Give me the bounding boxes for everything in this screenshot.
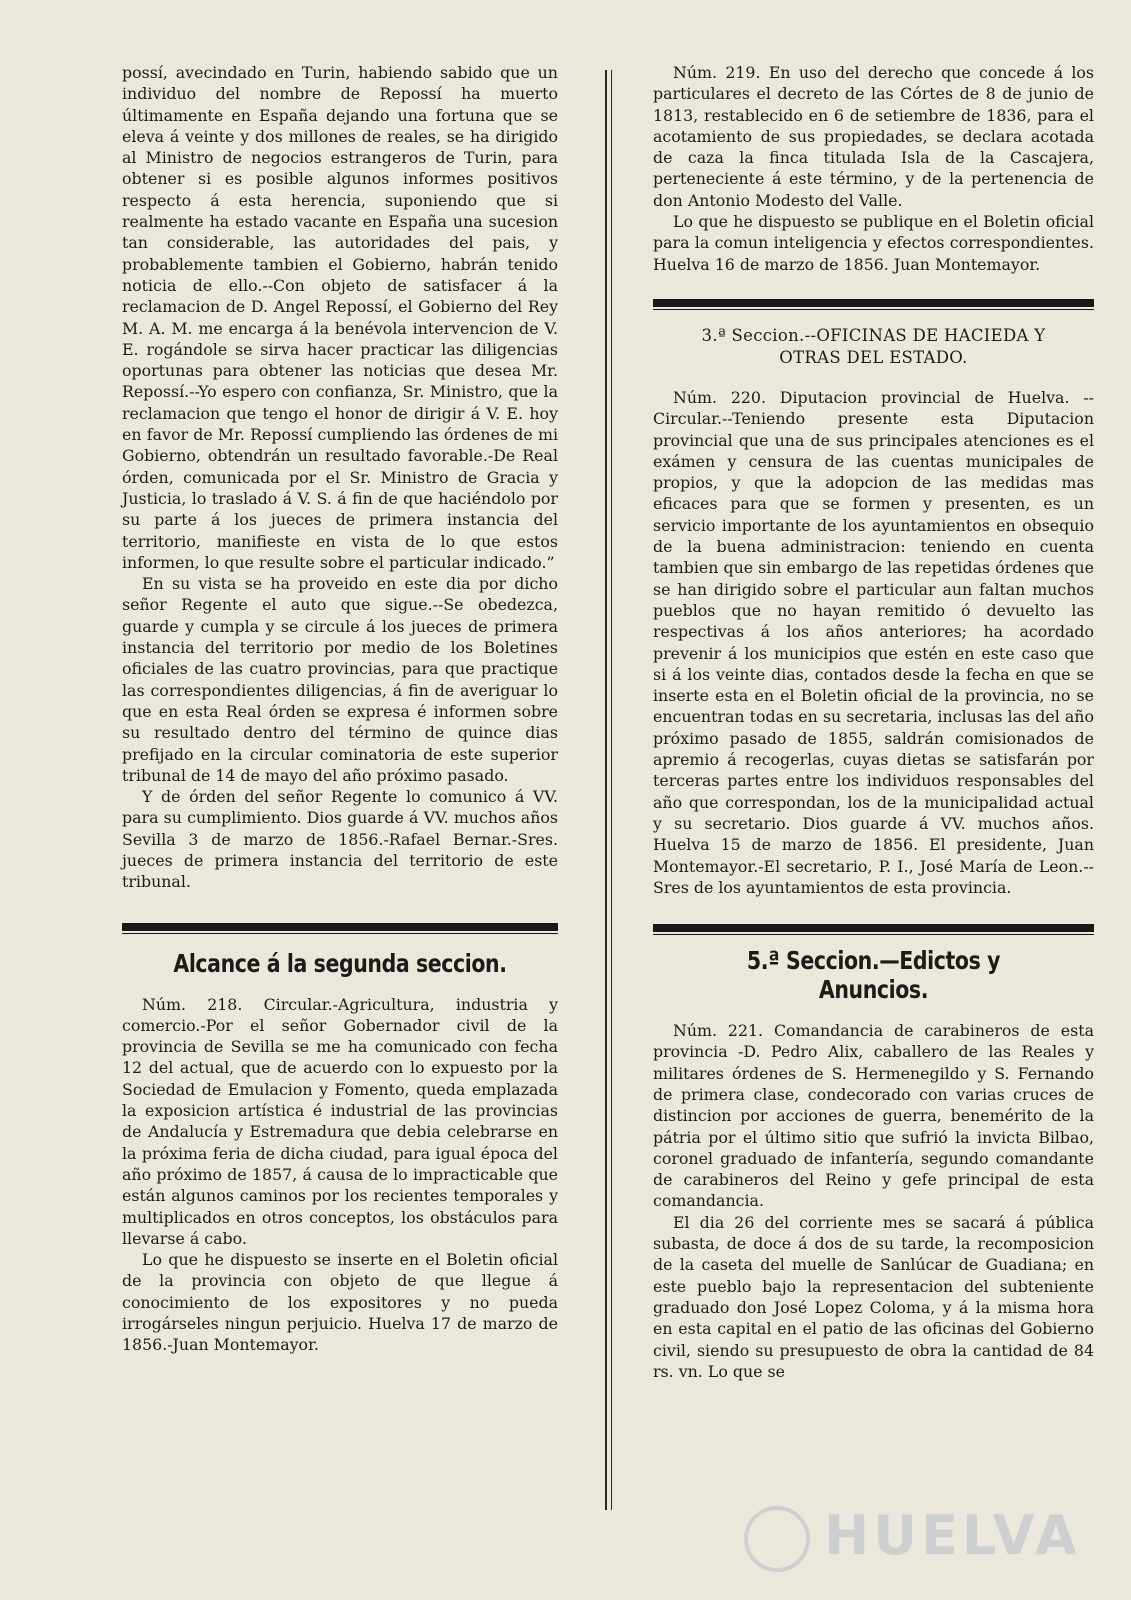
section-heading-alcance: Alcance á la segunda seccion. <box>173 948 507 978</box>
section-divider <box>653 924 1094 932</box>
seal-icon <box>744 1506 810 1572</box>
right-paragraph-3: Núm. 220. Diputacion provincial de Huelva. --Circular.--Teniendo presente esta Diputacion provincial que una de sus principales atenciones es el exámen y censura de las cuentas municipales de propios, y que la adopcion de las medidas mas eficaces para que se formen y presenten, es un servicio importante de los ayuntamientos en obsequio de la buena administracion: teniendo en cuenta tambien que sin embargo de las repetidas órdenes que se han dirigido sobre el particular aun faltan muchos pueblos que no hayan remitido ó devuelto las respectivas á los años anteriores; ha acordado prevenir á los municipios que estén en este caso que si á los veinte dias, contados desde la fecha en que se inserte esta en el Boletin oficial de la provincia, no se encuentran todas en su secretaria, inclusas las del año próximo pasado de 1855, saldrán comisionados de apremio á recogerlas, cuyas dietas se satisfarán por terceras partes entre los individuos responsables del año que correspondan, los de la municipalidad actual y su secretario. Dios guarde á VV. muchos años. Huelva 15 de marzo de 1856. El presidente, Juan Montemayor.-El secretario, P. I., José María de Leon.--Sres de los ayuntamientos de esta provincia. <box>653 387 1094 897</box>
right-paragraph-4: Núm. 221. Comandancia de carabineros de esta provincia -D. Pedro Alix, caballero de las Reales y militares órdenes de S. Hermenegildo y S. Fernando de primera clase, condecorado con varias cruces de distincion por acciones de guerra, benemérito de la pátria por el último sitio que sufrió la invicta Bilbao, coronel graduado de infantería, segundo comandante de carabineros del Reino y gefe principal de esta comandancia. <box>653 1021 1094 1211</box>
watermark <box>744 1500 1081 1570</box>
left-paragraph-3: Y de órden del señor Regente lo comunico á VV. para su cumplimiento. Dios guarde á VV. muchos años Sevilla 3 de marzo de 1856.-Rafael Bernar.-Sres. jueces de primera instancia del territorio de este tribunal. <box>122 787 558 892</box>
section-heading-3: 3.ª Seccion.--OFICINAS DE HACIEDA Y OTRAS DEL ESTADO. <box>701 325 1046 367</box>
watermark-text: HUELVA <box>824 1504 1081 1567</box>
section-divider <box>122 923 558 931</box>
column-divider <box>605 70 607 1510</box>
right-paragraph-2: Lo que he dispuesto se publique en el Boletin oficial para la comun inteligencia y efectos correspondientes. Huelva 16 de marzo de 1856. Juan Montemayor. <box>653 212 1094 274</box>
right-column <box>653 62 1094 1382</box>
right-paragraph-1: Núm. 219. En uso del derecho que concede á los particulares el decreto de las Córtes de 8 de junio de 1813, restablecido en 6 de setiembre de 1836, para el acotamiento de sus propiedades, se declara acotada de caza la finca titulada Isla de la Cascajera, perteneciente á este término, y de la pertenencia de don Antonio Modesto del Valle. <box>653 63 1094 210</box>
right-paragraph-5: El dia 26 del corriente mes se sacará á pública subasta, de doce á dos de su tarde, la recomposicion de la caseta del muelle de Sanlúcar de Guadiana; en este pueblo bajo la representacion del subteniente graduado don José Lopez Coloma, y á la misma hora en esta capital en el patio de las oficinas del Gobierno civil, siendo su presupuesto de obra la cantidad de 84 rs. vn. Lo que se <box>653 1212 1094 1381</box>
left-paragraph-1: possí, avecindado en Turin, habiendo sabido que un individuo del nombre de Repossí ha muerto últimamente en España dejando una fortuna que se eleva á veinte y dos millones de reales, se ha dirigido al Ministro de negocios estrangeros de Turin, para obtener si es posible algunos informes positivos respecto á esta herencia, suponiendo que si realmente ha estado vacante en España una sucesion tan considerable, las autoridades del pais, y probablemente tambien el Gobierno, habrán tenido noticia de ello.--Con objeto de satisfacer á la reclamacion de D. Angel Repossí, el Gobierno del Rey M. A. M. me encarga á la benévola intervencion de V. E. rogándole se sirva hacer practicar las diligencias oportunas para obtener las noticias que desea Mr. Repossí.--Yo espero con confianza, Sr. Ministro, que la reclamacion que tengo el honor de dirigir á V. E. hoy en favor de Mr. Repossí cumpliendo las órdenes de mi Gobierno, obtendrán un resultado favorable.-De Real órden, comunicada por el Sr. Ministro de Gracia y Justicia, lo traslado á V. S. á fin de que haciéndolo por su parte á los jueces de primera instancia del territorio, manifieste en vista de lo que estos informen, lo que resulte sobre el particular indicado.” <box>122 63 558 572</box>
section-heading-5: 5.ª Seccion.—Edictos y Anuncios. <box>746 946 1001 1005</box>
section-divider <box>653 299 1094 307</box>
left-paragraph-4: Núm. 218. Circular.-Agricultura, industria y comercio.-Por el señor Gobernador civil de la provincia de Sevilla se me ha comunicado con fecha 12 del actual, que de acuerdo con lo expuesto por la Sociedad de Emulacion y Fomento, queda emplazada la exposicion artística é industrial de las provincias de Andalucía y Estremadura que debia celebrarse en la próxima feria de dicha ciudad, para igual época del año próximo de 1857, á causa de lo impracticable que están algunos caminos por los recientes temporales y multiplicados en otros conceptos, los obstáculos para llevarse á cabo. <box>122 994 558 1248</box>
column-divider-inner <box>611 70 612 1510</box>
left-paragraph-5: Lo que he dispuesto se inserte en el Boletin oficial de la provincia con objeto de que llegue á conocimiento de los expositores y no pueda irrogárseles ningun perjuicio. Huelva 17 de marzo de 1856.-Juan Montemayor. <box>122 1250 558 1355</box>
left-paragraph-2: En su vista se ha proveido en este dia por dicho señor Regente el auto que sigue.--Se obedezca, guarde y cumpla y se circule á los jueces de primera instancia del territorio por medio de los Boletines oficiales de las cuatro provincias, para que practique las correspondientes diligencias, á fin de averiguar lo que en esta Real órden se expresa é informen sobre su resultado dentro del término de quince dias prefijado en la circular cominatoria de este superior tribunal de 14 de mayo del año próximo pasado. <box>122 574 558 785</box>
left-column <box>122 62 558 1356</box>
